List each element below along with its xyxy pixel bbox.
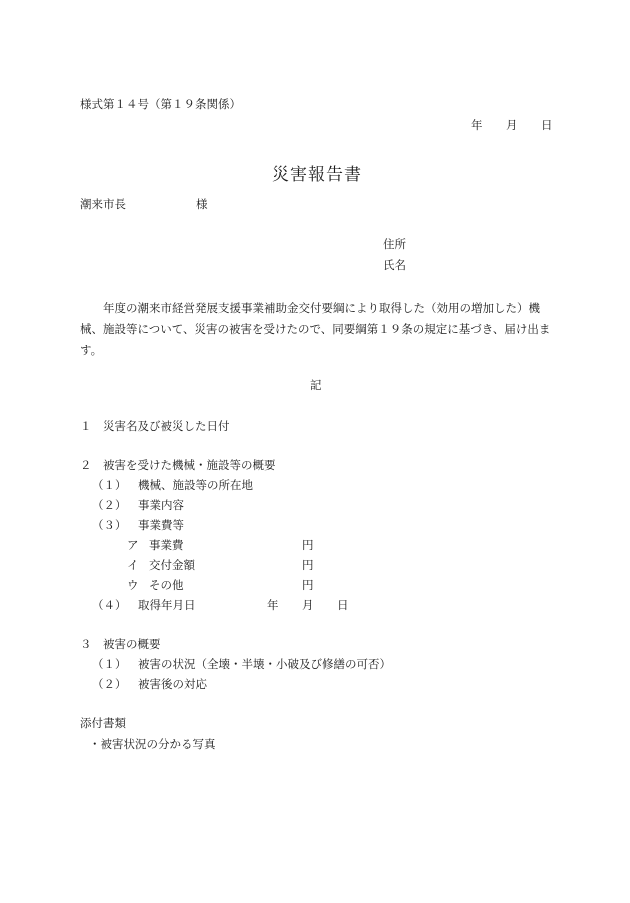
applicant-name-label: 氏名 — [383, 258, 406, 272]
document-title: 災害報告書 — [272, 165, 362, 185]
section-2-item-4-number: （４） — [92, 598, 127, 612]
ki-marker: 記 — [310, 378, 322, 392]
section-2-number: ２ — [80, 458, 92, 472]
form-number: 様式第１４号（第１９条関係） — [80, 97, 241, 111]
attachment-item: ・被害状況の分かる写真 — [89, 737, 216, 751]
section-1-label: 災害名及び被災した日付 — [103, 419, 230, 433]
acquisition-month-label: 月 — [302, 598, 314, 612]
section-3-item-1-number: （１） — [92, 657, 127, 671]
cost-a-unit: 円 — [302, 538, 314, 552]
acquisition-day-label: 日 — [337, 598, 349, 612]
section-3-number: ３ — [80, 637, 92, 651]
section-3-item-2-number: （２） — [92, 677, 127, 691]
applicant-address-label: 住所 — [383, 237, 406, 251]
section-2-label: 被害を受けた機械・施設等の概要 — [103, 458, 276, 472]
cost-i-unit: 円 — [302, 558, 314, 572]
cost-a-label: 事業費 — [149, 538, 184, 552]
acquisition-year-label: 年 — [267, 598, 279, 612]
section-2-item-2-label: 事業内容 — [138, 498, 184, 512]
addressee-honorific: 様 — [196, 197, 208, 211]
section-3-label: 被害の概要 — [103, 637, 161, 651]
section-2-item-3-number: （３） — [92, 518, 127, 532]
section-3-item-1-label: 被害の状況（全壊・半壊・小破及び修繕の可否） — [138, 657, 391, 671]
addressee-name: 潮来市長 — [80, 197, 126, 211]
attachments-heading: 添付書類 — [80, 716, 126, 730]
cost-a-mark: ア — [127, 538, 139, 552]
section-2-item-2-number: （２） — [92, 498, 127, 512]
cost-i-label: 交付金額 — [149, 558, 195, 572]
cost-u-unit: 円 — [302, 578, 314, 592]
date-month-label: 月 — [506, 118, 518, 132]
section-1-number: １ — [80, 419, 92, 433]
section-3-item-2-label: 被害後の対応 — [138, 677, 207, 691]
cost-i-mark: イ — [127, 558, 139, 572]
cost-u-label: その他 — [149, 578, 184, 592]
date-day-label: 日 — [541, 118, 553, 132]
date-year-label: 年 — [471, 118, 483, 132]
section-2-item-1-number: （１） — [92, 478, 127, 492]
section-2-item-1-label: 機械、施設等の所在地 — [138, 478, 253, 492]
cost-u-mark: ウ — [127, 578, 139, 592]
section-2-item-3-label: 事業費等 — [138, 518, 184, 532]
section-2-item-4-label: 取得年月日 — [138, 598, 196, 612]
body-paragraph: 年度の潮来市経営発展支援事業補助金交付要綱により取得した（効用の増加した）機械、施設等について、災害の被害を受けたので、同要綱第１９条の規定に基づき、届け出ます。 — [80, 301, 551, 357]
